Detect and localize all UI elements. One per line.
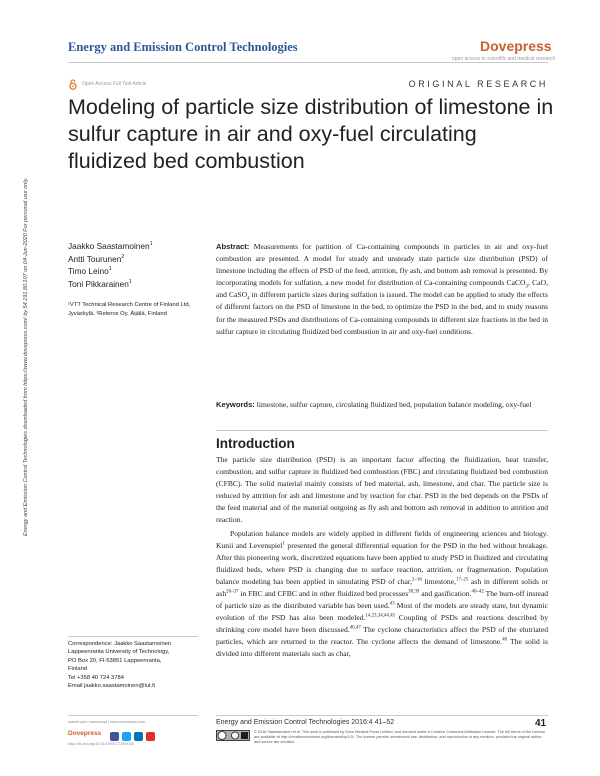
paragraph: Population balance models are widely applied in different fields of engineering sciences and biology. Kunii and Levenspiel$^1$ presented the general differential equation for the PSD in the bed without breakage. After this pioneering work, discretized equations have been applied to study PSD in fluidized and circulating fluidized beds, where PSD is changing due to surface reaction, attrition, or fragmentation. Population balance modeling has been applied in simulating PSD of char,$^{2-16}$ limestone,$^{17-25}$ ash in different solids or ash$^{26-37}$ in FBC and CFBC and in other fluidized bed processes$^{38,39}$ and gasification.$^{40-42}$ The burn-off instead of particle size as the distributed variable has been used.$^{43}$ Most of the models are steady state, but dynamic evolution of the PSD has also been modeled.$^{14,23,34,44,45}$ Coupling of PSDs and reactions described by shrinking core model have been discussed.$^{46,47}$ The cyclone characteristics affect the PSD of the elutriated particles, which are returned to the reactor. The cyclone affects the demand of limestone.$^{48}$ The solid is divided into different materials such as char, bbox=[216, 529, 549, 658]
open-access-label: Open Access Full Text Article bbox=[82, 81, 147, 87]
open-access-icon bbox=[68, 79, 78, 90]
abstract-divider bbox=[216, 430, 548, 431]
email-link[interactable]: Email jaakko.saastamoinen@lut.fi bbox=[68, 683, 156, 690]
journal-name: Energy and Emission Control Technologies bbox=[68, 40, 298, 54]
keywords: Keywords: limestone, sulfur capture, circulating fluidized bed, population balance modeling, oxy-fuel bbox=[216, 400, 532, 409]
affiliation: ¹VTT Technical Research Centre of Finland Ltd, Jyväskylä, ²Reteros Oy, Äijälä, Finland bbox=[68, 302, 191, 317]
download-watermark-text: Energy and Emission Control Technologies downloaded from https://www.dovepress.com/ by 54.191.80.107 on 04-Jun-2020 For personal use only. bbox=[23, 177, 29, 536]
author-list bbox=[68, 240, 153, 290]
author: Toni Pikkarainen$^1$ bbox=[68, 278, 132, 289]
download-watermark bbox=[22, 126, 40, 536]
article-type: ORIGINAL RESEARCH bbox=[408, 79, 548, 89]
correspondence-divider bbox=[68, 636, 198, 637]
youtube-icon[interactable] bbox=[146, 732, 155, 741]
footer-divider bbox=[68, 715, 198, 716]
cc-by-license-icon[interactable] bbox=[216, 730, 250, 741]
publisher-logo-small[interactable]: Dovepress bbox=[68, 730, 102, 737]
section-heading: Introduction bbox=[216, 436, 295, 451]
abstract: Abstract: Measurements for partition of Ca-containing compounds in particles in air and oxy-fuel combustion are presented. A model for steady and unsteady state particle size distribution (PSD) of limestone including the effects of PSD of the feed, attrition, fly ash, and bottom ash removal is presented. By incorporating models for sulfation, a new model for distribution of Ca-containing compounds CaCO$_3$, CaO, and CaSO$_4$ in different particle sizes during sulfation is issued. The model can be applied to study the effects of different factors on the PSD of limestone in the bed, to optimize the PSD in the bed, and to study reasons for the measured PSDs and distributions of Ca-containing compounds in different size fractions in the bed in sulfur capture in circulating fluidized bed combustion in air and oxy-fuel conditions. bbox=[216, 242, 548, 336]
page-number: 41 bbox=[535, 718, 547, 729]
paragraph: The particle size distribution (PSD) is an important factor affecting the fluidization, heat transfer, combustion, and sulfur capture in fluidized bed combustion (FBC) and circulating fluidized bed combustion (CFBC). The solid material mainly consists of bed material, ash, limestone, and char. The particle size is reduced by attrition for ash and limestone and by reaction for char. PSD in the bed depends on the PSDs of the feed material and of the material outgoing as fly ash and bottom ash removal in addition to attrition and reaction. bbox=[216, 455, 548, 524]
header-divider bbox=[68, 62, 548, 63]
footer-citation: Energy and Emission Control Technologies 2016:4 41–52 bbox=[216, 719, 395, 726]
introduction-body bbox=[216, 454, 548, 660]
facebook-icon[interactable] bbox=[110, 732, 119, 741]
doi-link[interactable]: http://dx.doi.org/10.2147/EECT.S90040 bbox=[68, 742, 134, 746]
author: Jaakko Saastamoinen$^1$ bbox=[68, 241, 153, 251]
abstract-label: Abstract: bbox=[216, 242, 250, 251]
keywords-label: Keywords: bbox=[216, 400, 255, 409]
correspondence: Correspondence: Jaakko Saastamoinen Lappeenranta University of Technology, PO Box 20, FI-53851 Lappeenranta, Finland Tel +358 40 724 3784 Email jaakko.saastamoinen@lut.fi bbox=[68, 640, 200, 690]
twitter-icon[interactable] bbox=[122, 732, 131, 741]
article-title: Modeling of particle size distribution of limestone in sulfur capture in air and oxy-fuel circulating fluidized bed combustion bbox=[68, 95, 554, 173]
publisher-logo[interactable]: Dovepress bbox=[480, 38, 552, 54]
publisher-tagline: open access to scientific and medical research bbox=[452, 56, 556, 62]
author: Timo Leino$^1$ bbox=[68, 266, 112, 277]
linkedin-icon[interactable] bbox=[134, 732, 143, 741]
license-statement: © 2016 Saastamoinen et al. This work is published by Dove Medical Press Limited, and licensed under a Creative Commons Attribution License. The full terms of the License are available at http://creativecommons.org/licenses/by/4.0/. The license permits unrestricted use, distribution, and reproduction in any medium, provided the original author and source are credited. bbox=[254, 730, 546, 745]
footer-divider bbox=[216, 715, 548, 716]
submit-link[interactable]: submit your manuscript | www.dovepress.com bbox=[68, 720, 146, 724]
author: Antti Tourunen$^2$ bbox=[68, 253, 125, 264]
